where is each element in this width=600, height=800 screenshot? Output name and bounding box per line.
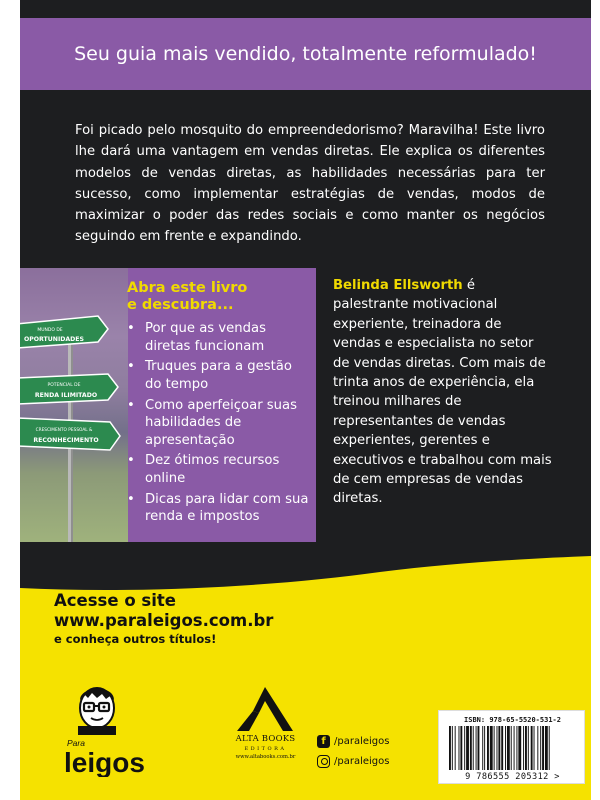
mountain-icon — [223, 685, 308, 733]
barcode-bar — [545, 726, 548, 770]
list-item — [127, 491, 312, 526]
barcode-icon — [447, 726, 578, 772]
bullet-icon: • — [127, 321, 135, 336]
discover-title-line-1: Abra este livro — [127, 280, 248, 296]
website-promo-line-3: e conheça outros títulos! — [54, 632, 217, 646]
author-bio — [333, 276, 553, 509]
website-promo — [54, 591, 273, 648]
sign-1-small: MUNDO DE — [37, 328, 63, 333]
isbn-barcode-box — [438, 710, 585, 784]
list-item-text: Por que as vendas diretas funcionam — [145, 321, 266, 354]
author-name: Belinda Ellsworth — [333, 278, 463, 293]
logo-leigos: leigos — [64, 747, 145, 777]
discover-list — [127, 320, 312, 529]
facebook-icon: f — [317, 735, 330, 748]
barcode-bar — [466, 726, 469, 770]
barcode-bar — [516, 726, 517, 770]
barcode-bar — [501, 726, 503, 770]
list-item-text: Como aperfeiçoar suas habilidades de apresentação — [145, 397, 297, 448]
list-item — [127, 358, 312, 393]
barcode-bar — [460, 726, 462, 770]
barcode-bar — [523, 726, 524, 770]
instagram-handle: /paraleigos — [334, 755, 390, 767]
barcode-bar — [511, 726, 512, 770]
list-item — [127, 397, 312, 450]
barcode-bar — [459, 726, 460, 770]
isbn-digits: 9 786555 205312 > — [465, 772, 560, 782]
tagline-text: Seu guia mais vendido, totalmente reformulado! — [74, 43, 537, 65]
bullet-icon: • — [127, 397, 135, 413]
barcode-bar — [537, 726, 538, 770]
barcode-bar — [473, 726, 474, 770]
instagram-icon — [317, 755, 330, 768]
bullet-icon: • — [127, 359, 135, 375]
road-signs-photo — [20, 268, 128, 542]
intro-paragraph: Foi picado pelo mosquito do empreendedorismo? Maravilha! Este livro lhe dará uma vantagem em vendas diretas. Ele explica os diferentes modelos de vendas diretas, as habilidades necessárias para ter sucesso, como implementar estratégias de vendas, modos de maximizar o poder das redes sociais e como manter os negócios seguindo em frente e expandindo. — [75, 123, 545, 245]
facebook-handle: /paraleigos — [334, 735, 390, 747]
discover-title — [127, 280, 247, 314]
barcode-bar — [514, 726, 515, 770]
list-item — [127, 452, 312, 487]
barcode-bar — [505, 726, 506, 770]
barcode-bar — [484, 726, 485, 770]
barcode-bar — [490, 726, 493, 770]
dummies-guy-icon — [64, 682, 174, 777]
publisher-url[interactable]: www.altabooks.com.br — [235, 754, 296, 760]
isbn-label: ISBN: 978-65-5520-531-2 — [464, 716, 561, 724]
barcode-bar — [464, 726, 465, 770]
barcode-bar — [507, 726, 510, 770]
barcode-bar — [476, 726, 477, 770]
barcode-bar — [452, 726, 453, 770]
barcode-bar — [470, 726, 472, 770]
sign-3-big: RECONHECIMENTO — [33, 437, 99, 444]
logo-para: Para — [67, 738, 85, 748]
discover-title-line-2: e descubra... — [127, 297, 234, 313]
social-links — [317, 731, 389, 771]
facebook-link[interactable] — [317, 731, 389, 751]
barcode-bar — [540, 726, 541, 770]
barcode-bar — [549, 726, 550, 770]
publisher-subtitle: EDITORA — [244, 746, 287, 752]
barcode-bar — [534, 726, 535, 770]
barcode-bar — [497, 726, 498, 770]
bullet-icon: • — [127, 491, 135, 507]
barcode-bar — [525, 726, 527, 770]
tagline-banner — [20, 18, 591, 90]
list-item-text: Truques para a gestão do tempo — [145, 359, 292, 392]
sign-1-big: OPORTUNIDADES — [23, 336, 85, 343]
barcode-bar — [455, 726, 456, 770]
author-bio-text: é palestrante motivacional experiente, treinadora de vendas e especialista no setor de vendas diretas. Com mais de trinta anos de experiência, ela treinou milhares de representantes de vendas experientes, gerentes e executivos e trabalhou com mais de cem empresas de vendas diretas. — [333, 278, 552, 507]
website-promo-line-1: Acesse o site — [54, 591, 176, 610]
publisher-name: ALTA BOOKS — [235, 734, 296, 744]
para-leigos-logo — [64, 682, 174, 777]
list-item — [127, 320, 312, 355]
list-item-text: Dicas para lidar com sua renda e impostos — [145, 491, 309, 525]
sign-3-small: CRESCIMENTO PESSOAL & — [35, 428, 93, 433]
instagram-link[interactable] — [317, 751, 389, 771]
alta-books-logo — [223, 685, 308, 775]
barcode-bar — [478, 726, 480, 770]
barcode-bar — [482, 726, 483, 770]
barcode-bar — [449, 726, 451, 770]
discover-box — [20, 268, 316, 542]
barcode-bar — [531, 726, 533, 770]
barcode-bar — [518, 726, 521, 770]
barcode-bar — [487, 726, 489, 770]
list-item-text: Dez ótimos recursos online — [145, 453, 280, 486]
bullet-icon: • — [127, 453, 135, 469]
barcode-bar — [494, 726, 495, 770]
website-link[interactable]: www.paraleigos.com.br — [54, 611, 274, 630]
barcode-bar — [528, 726, 529, 770]
sign-2-big: RENDA ILIMITADO — [34, 392, 98, 399]
sign-2-small: POTENCIAL DE — [47, 383, 81, 388]
book-back-cover — [20, 0, 591, 800]
barcode-bar — [542, 726, 544, 770]
barcode-bar — [498, 726, 500, 770]
